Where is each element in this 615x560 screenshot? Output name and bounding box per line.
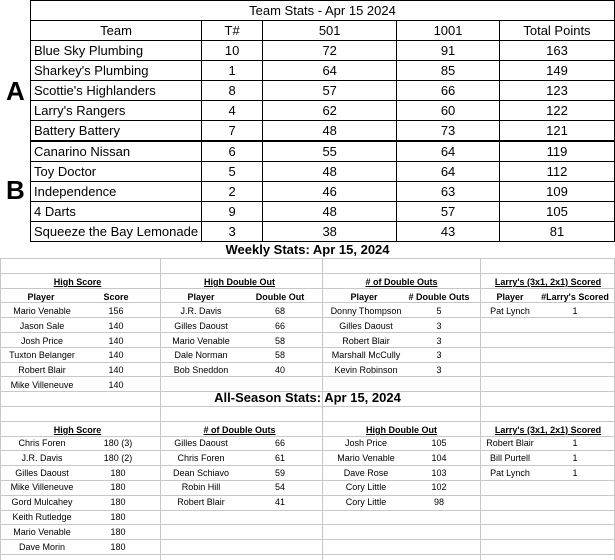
stat-player: Mike Villeneuve — [10, 380, 74, 390]
score-501: 48 — [263, 202, 397, 222]
season-larrys-title: Larry's (3x1, 2x1) Scored — [494, 425, 602, 435]
score-501: 48 — [263, 162, 397, 182]
gridline-horizontal — [0, 302, 615, 303]
total-points: 109 — [499, 182, 614, 202]
stat-player: Mario Venable — [13, 306, 71, 316]
stat-player: Gilles Daoust — [174, 438, 228, 448]
stat-player: Pat Lynch — [490, 306, 530, 316]
stat-player: Josh Price — [344, 438, 388, 448]
header-team: Team — [31, 21, 202, 41]
stat-value: 41 — [274, 497, 285, 508]
stat-value: 105 — [431, 438, 447, 448]
score-1001: 66 — [397, 81, 500, 101]
score-1001: 85 — [397, 61, 500, 81]
stat-player: Bill Purtell — [489, 452, 530, 463]
stat-player: Keith Rutledge — [12, 512, 72, 522]
stat-player: Mario Venable — [13, 526, 71, 537]
team-name: 4 Darts — [31, 202, 202, 222]
stat-value: 98 — [433, 497, 444, 508]
header-team-number: T# — [202, 21, 263, 41]
season-high-score-title: High Score — [53, 425, 102, 435]
stat-value: 58 — [274, 335, 285, 346]
stat-value: 1 — [572, 467, 578, 478]
total-points: 81 — [499, 222, 614, 242]
stat-value: 40 — [274, 365, 285, 376]
team-row — [31, 101, 615, 121]
gridline-horizontal — [0, 554, 615, 555]
team-row — [31, 141, 615, 162]
stat-player: Dave Morin — [18, 541, 65, 552]
team-number: 6 — [202, 141, 263, 162]
score-501: 57 — [263, 81, 397, 101]
stat-player: Gord Mulcahey — [11, 497, 73, 508]
stat-player: Gilles Daoust — [174, 320, 228, 331]
stat-value: 3 — [436, 335, 442, 346]
header-501: 501 — [263, 21, 397, 41]
stat-player: Jason Sale — [19, 320, 65, 331]
score-1001: 91 — [397, 41, 500, 61]
stat-player: Chris Foren — [177, 452, 225, 463]
team-name: Battery Battery — [31, 121, 202, 142]
stat-value: 3 — [436, 320, 442, 331]
weekly-larrys-player-header: Player — [496, 292, 524, 302]
stat-player: Gilles Daoust — [339, 320, 393, 331]
team-name: Squeeze the Bay Lemonade — [31, 222, 202, 242]
stat-value: 1 — [572, 306, 578, 316]
stat-value: 104 — [431, 452, 447, 463]
gridline-horizontal — [0, 376, 615, 377]
gridline-horizontal — [0, 539, 615, 540]
weekly-ndo-value-header: # Double Outs — [408, 292, 470, 302]
team-number: 5 — [202, 162, 263, 182]
team-row — [31, 182, 615, 202]
stat-value: 103 — [431, 467, 447, 478]
stat-player: Pat Lynch — [490, 467, 530, 478]
stat-value: 180 (3) — [103, 438, 133, 448]
stat-value: 66 — [274, 320, 285, 331]
weekly-hdo-player-header: Player — [187, 292, 215, 302]
team-row — [31, 61, 615, 81]
score-501: 48 — [263, 121, 397, 142]
stat-value: 54 — [274, 482, 285, 493]
stat-player: Dave Rose — [343, 467, 389, 478]
stat-value: 3 — [436, 350, 442, 361]
gridline-horizontal — [0, 524, 615, 525]
gridline-horizontal — [0, 421, 615, 422]
gridline-vertical — [160, 258, 161, 560]
stat-player: Donny Thompson — [330, 306, 402, 316]
stat-player: Mario Venable — [172, 335, 230, 346]
stat-player: Josh Price — [20, 335, 64, 346]
weekly-high-double-out-title: High Double Out — [204, 277, 275, 287]
stat-value: 5 — [436, 306, 442, 316]
stat-value: 180 — [110, 467, 126, 478]
score-1001: 43 — [397, 222, 500, 242]
stat-value: 180 — [110, 526, 126, 537]
team-name: Blue Sky Plumbing — [31, 41, 202, 61]
stat-value: 59 — [274, 467, 285, 478]
stat-player: Cory Little — [345, 497, 387, 508]
stat-value: 58 — [274, 350, 285, 361]
stat-player: Tuxton Belanger — [9, 350, 75, 361]
team-name: Independence — [31, 182, 202, 202]
stat-player: Bob Sneddon — [173, 365, 229, 376]
stat-value: 61 — [274, 452, 285, 463]
stat-player: Marshall McCully — [331, 350, 401, 361]
team-number: 8 — [202, 81, 263, 101]
gridline-horizontal — [0, 436, 615, 437]
stat-value: 140 — [108, 320, 124, 331]
team-stats-header-row — [31, 21, 615, 41]
team-row — [31, 162, 615, 182]
total-points: 122 — [499, 101, 614, 121]
team-name: Canarino Nissan — [31, 141, 202, 162]
stat-value: 1 — [572, 438, 578, 448]
gridline-horizontal — [0, 273, 615, 274]
gridline-horizontal — [0, 480, 615, 481]
stat-value: 66 — [274, 438, 285, 448]
gridline-horizontal — [0, 258, 615, 259]
stat-player: J.R. Davis — [180, 306, 222, 316]
stat-value: 180 — [110, 541, 126, 552]
gridline-horizontal — [0, 362, 615, 363]
stat-value: 140 — [108, 365, 124, 376]
stat-player: Dean Schiavo — [172, 467, 230, 478]
weekly-ndo-player-header: Player — [350, 292, 378, 302]
gridline-horizontal — [0, 332, 615, 333]
stat-value: 3 — [436, 365, 442, 376]
weekly-high-score-player-header: Player — [27, 292, 55, 302]
total-points: 163 — [499, 41, 614, 61]
team-row — [31, 222, 615, 242]
team-number: 3 — [202, 222, 263, 242]
stat-player: Robert Blair — [177, 497, 225, 508]
stat-value: 180 — [110, 482, 126, 493]
team-number: 4 — [202, 101, 263, 121]
season-stats-title: All-Season Stats: Apr 15, 2024 — [214, 390, 401, 405]
stat-value: 180 (2) — [103, 452, 133, 463]
stat-player: Robin Hill — [181, 482, 221, 493]
stat-player: Robert Blair — [486, 438, 534, 448]
season-high-double-out-title: High Double Out — [366, 425, 437, 435]
team-number: 7 — [202, 121, 263, 142]
score-1001: 60 — [397, 101, 500, 121]
team-number: 1 — [202, 61, 263, 81]
gridline-horizontal — [0, 347, 615, 348]
score-1001: 73 — [397, 121, 500, 142]
team-row — [31, 202, 615, 222]
team-number: 9 — [202, 202, 263, 222]
score-1001: 63 — [397, 182, 500, 202]
stat-player: Robert Blair — [342, 335, 390, 346]
gridline-horizontal — [0, 495, 615, 496]
gridline-horizontal — [0, 510, 615, 511]
score-1001: 64 — [397, 141, 500, 162]
stat-player: Mario Venable — [337, 452, 395, 463]
weekly-high-score-title: High Score — [53, 277, 102, 287]
team-number: 10 — [202, 41, 263, 61]
team-name: Sharkey's Plumbing — [31, 61, 202, 81]
header-1001: 1001 — [397, 21, 500, 41]
team-number: 2 — [202, 182, 263, 202]
team-name: Toy Doctor — [31, 162, 202, 182]
stat-player: Robert Blair — [18, 365, 66, 376]
weekly-larrys-value-header: #Larry's Scored — [541, 292, 609, 302]
stat-value: 180 — [110, 497, 126, 508]
stat-value: 1 — [572, 452, 578, 463]
stat-player: J.R. Davis — [21, 452, 63, 463]
group-a-label: A — [6, 76, 25, 106]
stat-value: 140 — [108, 335, 124, 346]
gridline-horizontal — [0, 450, 615, 451]
gridline-vertical — [0, 258, 1, 560]
gridline-vertical — [322, 258, 323, 560]
stat-value: 180 — [110, 512, 126, 522]
stat-value: 140 — [108, 350, 124, 361]
stat-player: Cory Little — [345, 482, 387, 493]
total-points: 119 — [499, 141, 614, 162]
gridline-horizontal — [0, 288, 615, 289]
team-stats-table — [30, 0, 615, 242]
team-name: Scottie's Highlanders — [31, 81, 202, 101]
weekly-hdo-value-header: Double Out — [255, 292, 305, 302]
stat-player: Mike Villeneuve — [10, 482, 74, 493]
score-501: 72 — [263, 41, 397, 61]
total-points: 112 — [499, 162, 614, 182]
team-stats-title-row — [31, 1, 615, 21]
team-row — [31, 121, 615, 142]
score-501: 38 — [263, 222, 397, 242]
season-num-double-outs-title: # of Double Outs — [203, 425, 276, 435]
gridline-horizontal — [0, 317, 615, 318]
score-1001: 57 — [397, 202, 500, 222]
stat-value: 102 — [431, 482, 447, 493]
group-b-label: B — [6, 175, 25, 205]
stat-player: Kevin Robinson — [334, 365, 398, 376]
score-501: 64 — [263, 61, 397, 81]
gridline-horizontal — [0, 465, 615, 466]
total-points: 149 — [499, 61, 614, 81]
total-points: 121 — [499, 121, 614, 142]
weekly-larrys-title: Larry's (3x1, 2x1) Scored — [494, 277, 602, 287]
score-501: 55 — [263, 141, 397, 162]
stat-player: Dale Norman — [174, 350, 228, 361]
weekly-num-double-outs-title: # of Double Outs — [365, 277, 438, 287]
score-501: 46 — [263, 182, 397, 202]
team-row — [31, 81, 615, 101]
team-row — [31, 41, 615, 61]
gridline-vertical — [480, 258, 481, 560]
stat-value: 68 — [274, 306, 285, 316]
score-501: 62 — [263, 101, 397, 121]
total-points: 123 — [499, 81, 614, 101]
team-stats-title: Team Stats - Apr 15 2024 — [31, 1, 615, 21]
header-total-points: Total Points — [499, 21, 614, 41]
weekly-high-score-score-header: Score — [103, 292, 129, 302]
score-1001: 64 — [397, 162, 500, 182]
weekly-stats-title: Weekly Stats: Apr 15, 2024 — [225, 242, 390, 257]
stat-player: Chris Foren — [18, 438, 66, 448]
stat-value: 140 — [108, 380, 124, 390]
stat-value: 156 — [108, 306, 124, 316]
team-name: Larry's Rangers — [31, 101, 202, 121]
gridline-horizontal — [0, 406, 615, 407]
total-points: 105 — [499, 202, 614, 222]
stat-player: Gilles Daoust — [15, 467, 69, 478]
